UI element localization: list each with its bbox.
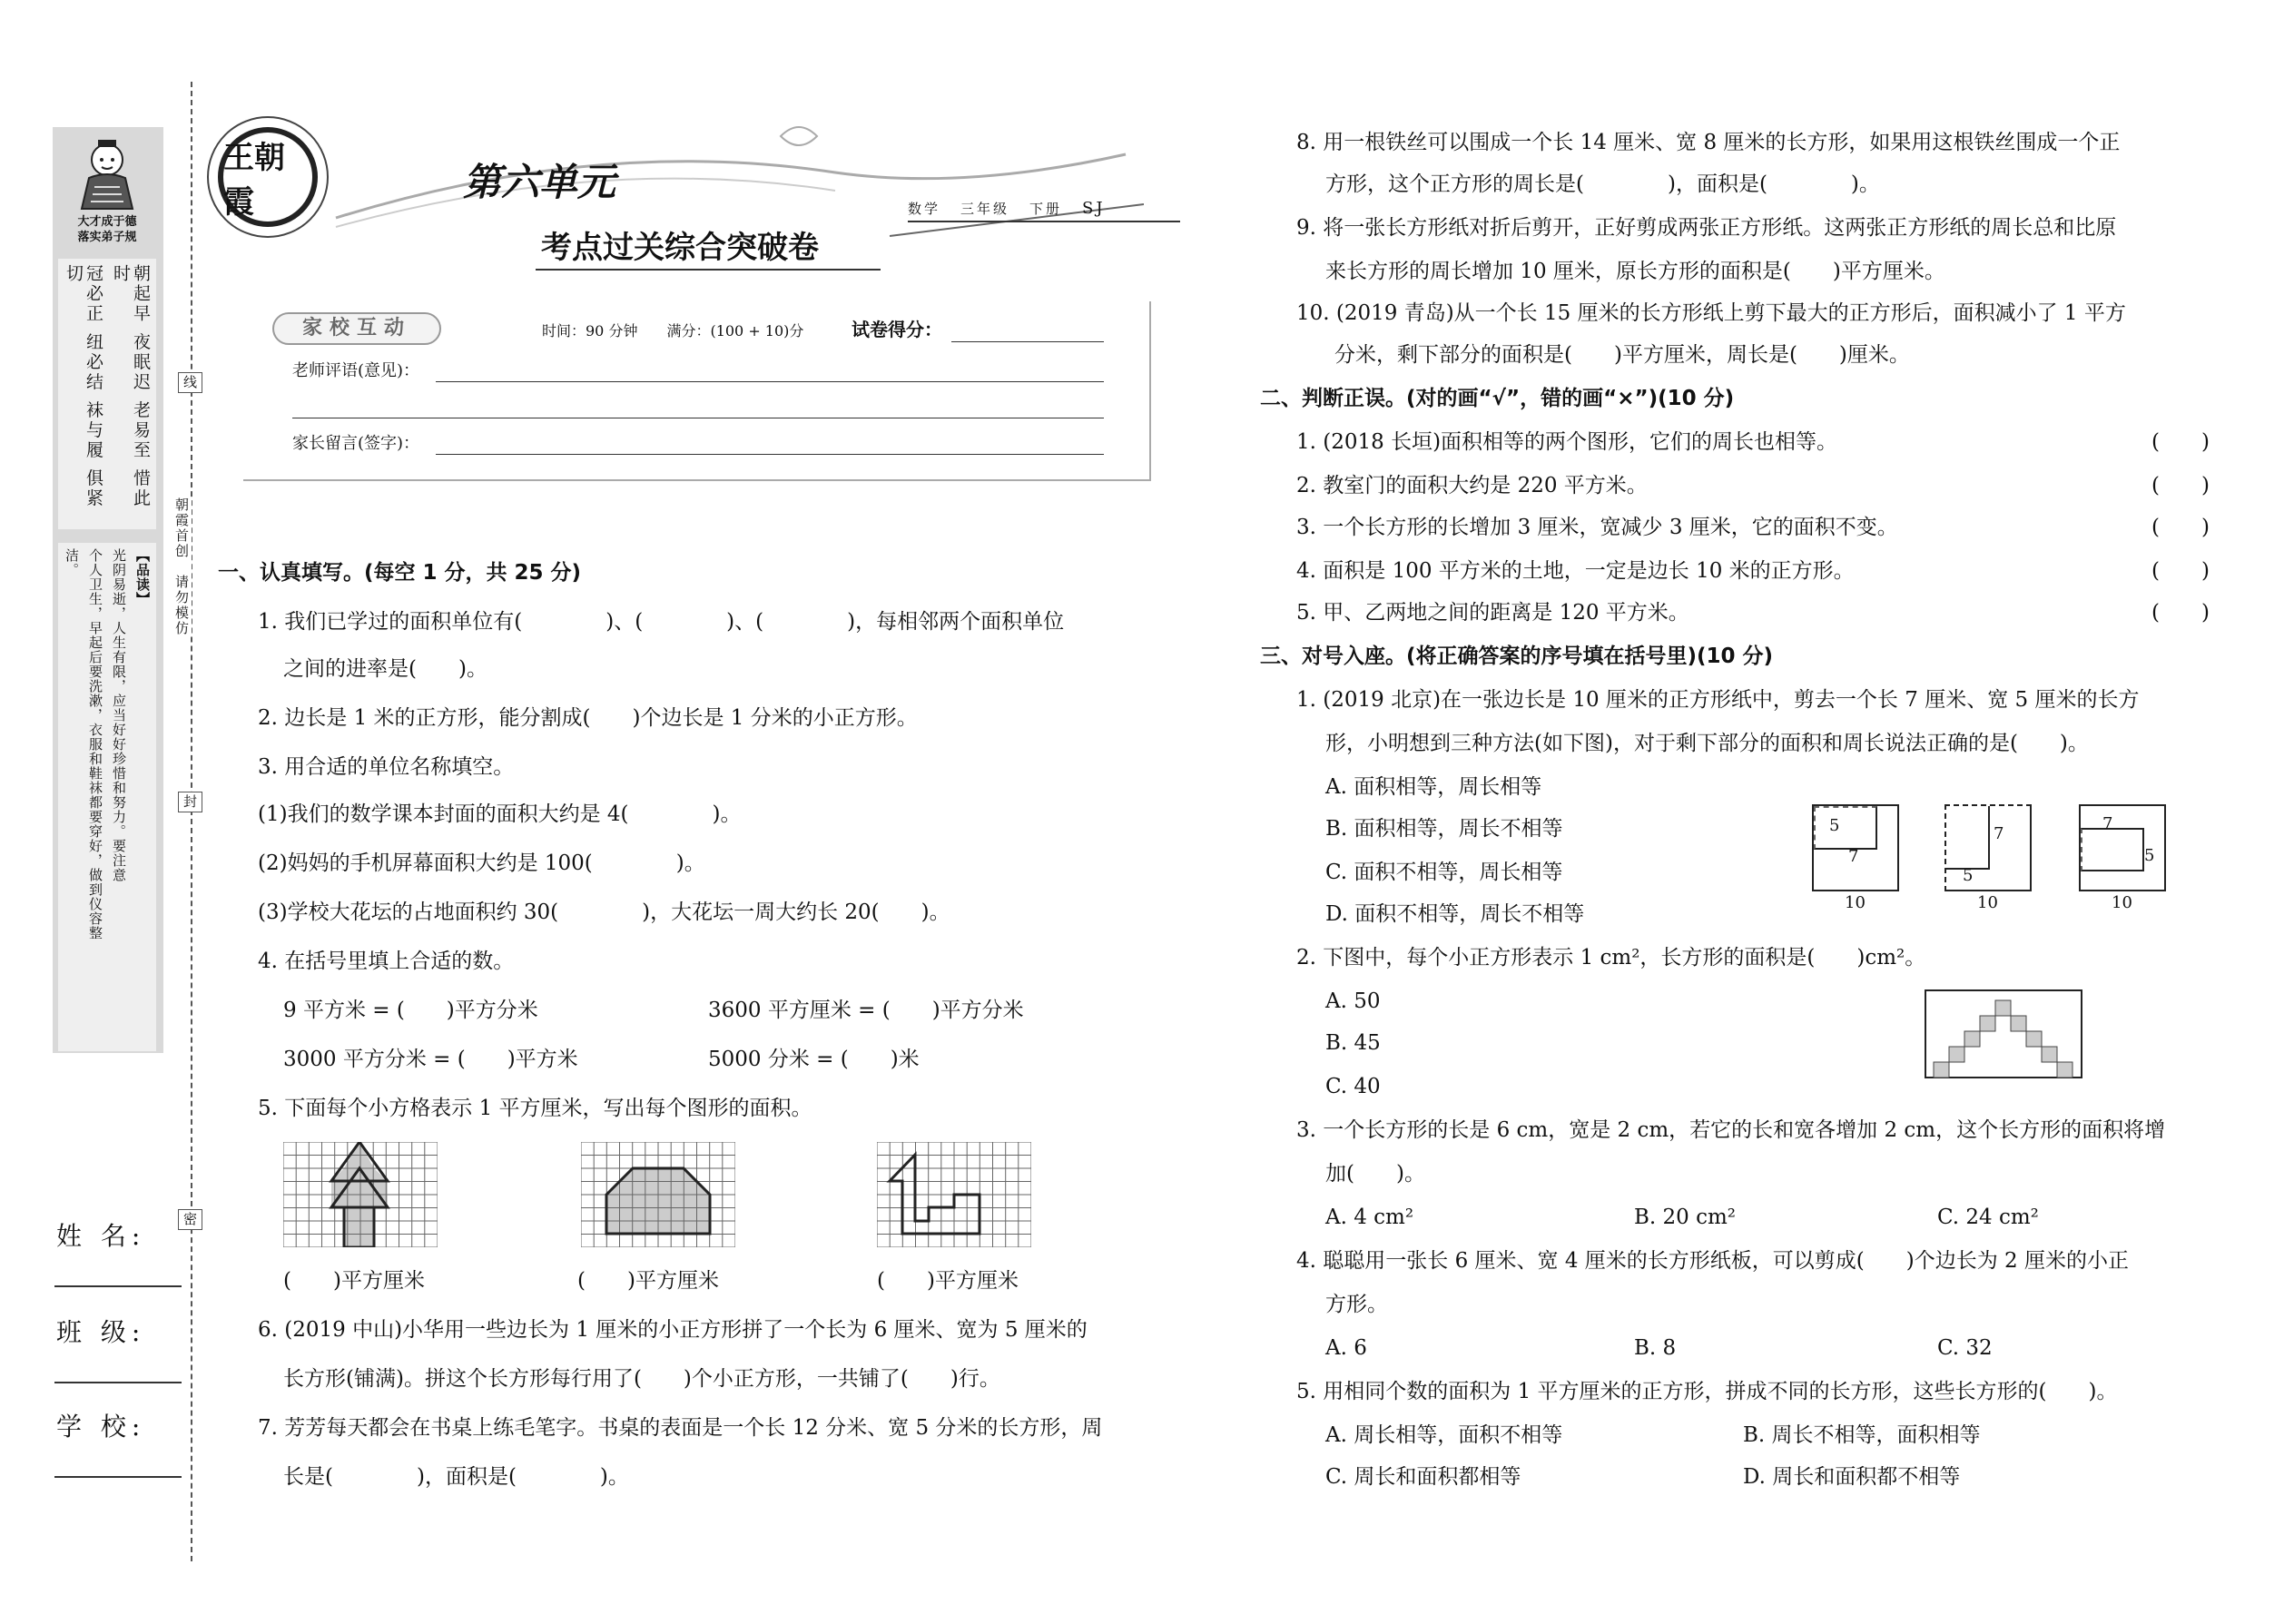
poem-column: 朝起早 夜眠迟 老易至 惜此时 [111,264,151,509]
q5-answer-3: ( )平方厘米 [877,1269,1019,1293]
subject-item: 数学 [908,200,941,217]
name-label: 姓 名: [56,1221,146,1251]
choice-q1-option-d[interactable]: D. 面积不相等，周长不相等 [1325,902,1585,926]
home-school-badge: 家校互动 [272,312,441,345]
grid-figure-house [581,1142,735,1251]
cut-out-rect [1946,806,1990,870]
exam-info: 时间：90 分钟 满分：(100 + 10)分 [542,322,804,340]
q7-line1: 7. 芳芳每天都会在书桌上练毛笔字。书桌的表面是一个长 12 分米、宽 5 分米的长方形，周 [258,1416,1103,1440]
reading-column: 个人卫生，早起后要洗漱，衣服和鞋袜都要穿好，做到仪容整 [87,548,103,940]
motto-line: 落实弟子规 [77,231,137,244]
judge-item-3: 3. 一个长方形的长增加 3 厘米，宽减少 3 厘米，它的面积不变。 [1296,516,1898,539]
choice-q2-option-b[interactable]: B. 45 [1325,1031,1381,1055]
judge-item-4: 4. 面积是 100 平方米的土地，一定是边长 10 米的正方形。 [1296,559,1855,583]
q3-part2: (2)妈妈的手机屏幕面积大约是 100( )。 [258,851,705,875]
choice-q4-option-b[interactable]: B. 8 [1634,1336,1677,1360]
fig1-label-10: 10 [1845,893,1866,912]
choice-q2-option-c[interactable]: C. 40 [1325,1075,1381,1098]
exam-subtitle: 考点过关综合突破卷 [541,230,819,266]
choice-q3-option-b[interactable]: B. 20 cm² [1634,1206,1737,1229]
judge-answer-3[interactable]: ( ) [2151,516,2210,539]
q8-line1: 8. 用一根铁丝可以围成一个长 14 厘米、宽 8 厘米的长方形，如果用这根铁丝围成一个正 [1296,131,2121,154]
q1-line1: 1. 我们已学过的面积单位有( )、( )、( )，每相邻两个面积单位 [258,610,1065,634]
side-note-xian: 线 [178,372,202,393]
subtitle-underline [536,269,881,271]
reading-column: 洁。 [64,548,80,577]
q10-line2: 分米，剩下部分的面积是( )平方厘米，周长是( )厘米。 [1334,343,1910,367]
judge-item-2: 2. 教室门的面积大约是 220 平方米。 [1296,474,1648,497]
choice-q4-line2: 方形。 [1325,1293,1388,1316]
fig3-label-10: 10 [2112,893,2132,912]
school-label: 学 校: [56,1412,146,1442]
q4-c: 3000 平方分米 = ( )平方米 [283,1048,578,1071]
subject-bar [908,195,1180,222]
subject-item: 下册 [1029,200,1063,217]
subject-item: SJ [1082,198,1106,218]
fig3-label-5: 5 [2144,846,2155,865]
choice-q3-line2: 加( )。 [1325,1162,1425,1186]
fig2-label-5: 5 [1963,866,1974,885]
subject-item: 三年级 [960,200,1010,217]
class-label: 班 级: [56,1317,146,1347]
poem-box [58,259,156,529]
choice-q3-line1: 3. 一个长方形的长是 6 cm，宽是 2 cm，若它的长和宽各增加 2 cm，这个长方形的面积将增 [1296,1118,2166,1142]
choice-q5-option-b[interactable]: B. 周长不相等，面积相等 [1743,1423,1981,1447]
score-label: 试卷得分： [852,319,942,340]
cut-figure-2 [1944,804,2032,891]
q4-a: 9 平方米 = ( )平方分米 [283,999,538,1022]
q4: 4. 在括号里填上合适的数。 [258,950,515,973]
q1-line2: 之间的进率是( )。 [283,657,487,681]
q5-answer-1: ( )平方厘米 [283,1269,425,1293]
q7-line2: 长是( )，面积是( )。 [283,1465,629,1489]
cut-out-rect [1814,806,1877,850]
judge-item-1: 1. (2018 长垣)面积相等的两个图形，它们的周长也相等。 [1296,430,1838,454]
unit-title: 第六单元 [463,160,616,204]
choice-q4-option-c[interactable]: C. 32 [1937,1336,1993,1360]
q9-line1: 9. 将一张长方形纸对折后剪开，正好剪成两张正方形纸。这两张正方形纸的周长总和比原 [1296,216,2117,240]
poem-column: 冠必正 纽必结 袜与履 俱紧切 [64,264,103,509]
reading-column: 光阴易逝，人生有限，应当好好珍惜和努力。要注意 [111,548,127,882]
motto-line: 大才成于德 [77,215,137,229]
teacher-comment-label: 老师评语(意见)： [292,361,420,380]
q4-b: 3600 平方厘米 = ( )平方分米 [708,999,1024,1022]
q3-part3: (3)学校大花坛的占地面积约 30( )，大花坛一周大约长 20( )。 [258,901,950,924]
q2: 2. 边长是 1 米的正方形，能分割成( )个边长是 1 分米的小正方形。 [258,706,918,730]
q3: 3. 用合适的单位名称填空。 [258,755,515,779]
choice-q1-option-b[interactable]: B. 面积相等，周长不相等 [1325,817,1563,841]
choice-q2-option-a[interactable]: A. 50 [1325,989,1381,1013]
choice-q1-line2: 形，小明想到三种方法(如下图)，对于剩下部分的面积和周长说法正确的是( )。 [1325,732,2089,755]
choice-q1-option-c[interactable]: C. 面积不相等，周长相等 [1325,861,1563,884]
q10-line1: 10. (2019 青岛)从一个长 15 厘米的长方形纸上剪下最大的正方形后，面积减小了 1 平方 [1296,301,2126,325]
fig1-label-5: 5 [1829,816,1840,835]
cut-line [191,82,192,1561]
name-field[interactable] [54,1285,182,1287]
grid-figure-chair [877,1142,1031,1251]
school-field[interactable] [54,1476,182,1478]
choice-q5-option-a[interactable]: A. 周长相等，面积不相等 [1325,1423,1563,1447]
q5: 5. 下面每个小方格表示 1 平方厘米，写出每个图形的面积。 [258,1097,812,1120]
judge-answer-5[interactable]: ( ) [2151,601,2210,625]
parent-comment-label: 家长留言(签字)： [292,434,420,453]
choice-q5: 5. 用相同个数的面积为 1 平方厘米的正方形，拼成不同的长方形，这些长方形的( )。 [1296,1380,2118,1403]
grid-figure-tree [283,1142,438,1251]
side-note-mi: 密 [178,1209,202,1230]
fig2-label-7: 7 [1994,824,2004,843]
choice-q5-option-d[interactable]: D. 周长和面积都不相等 [1743,1465,1961,1489]
q3-part1: (1)我们的数学课本封面的面积大约是 4( )。 [258,802,742,826]
mascot-icon [71,136,143,211]
section2-title: 二、判断正误。(对的画“√”，错的画“×”)(10 分) [1260,387,1735,410]
judge-answer-4[interactable]: ( ) [2151,559,2210,583]
section3-title: 三、对号入座。(将正确答案的序号填在括号里)(10 分) [1260,645,1774,668]
judge-item-5: 5. 甲、乙两地之间的距离是 120 平方米。 [1296,601,1689,625]
q8-line2: 方形，这个正方形的周长是( )，面积是( )。 [1325,172,1880,196]
side-note-copyright: 朝霞首创 请勿模仿 [173,497,190,636]
q6-line1: 6. (2019 中山)小华用一些边长为 1 厘米的小正方形拼了一个长为 6 厘米、宽为 5 厘米的 [258,1318,1088,1342]
judge-answer-1[interactable]: ( ) [2151,430,2210,454]
header-frame [243,301,1151,481]
class-field[interactable] [54,1382,182,1383]
q9-line2: 来长方形的周长增加 10 厘米，原长方形的面积是( )平方厘米。 [1325,260,1945,283]
choice-q1-option-a[interactable]: A. 面积相等，周长相等 [1325,775,1542,799]
choice-q1-line1: 1. (2019 北京)在一张边长是 10 厘米的正方形纸中，剪去一个长 7 厘米、宽 5 厘米的长方 [1296,688,2140,712]
choice-q4-option-a[interactable]: A. 6 [1325,1336,1367,1360]
motto-top [56,214,158,245]
brand-logo: 王朝霞 [218,127,318,227]
fig2-label-10: 10 [1977,893,1998,912]
reading-box [58,543,156,1051]
fig3-label-7: 7 [2102,814,2113,833]
q4-d: 5000 分米 = ( )米 [708,1048,920,1071]
side-note-feng: 封 [178,792,202,812]
choice-q3-option-a[interactable]: A. 4 cm² [1325,1206,1414,1229]
choice-q3-option-c[interactable]: C. 24 cm² [1937,1206,2039,1229]
judge-answer-2[interactable]: ( ) [2151,474,2210,497]
choice-q2: 2. 下图中，每个小正方形表示 1 cm²，长方形的面积是( )cm²。 [1296,946,1926,969]
q5-answer-2: ( )平方厘米 [577,1269,719,1293]
section1-title: 一、认真填写。(每空 1 分，共 25 分) [218,561,582,585]
fig1-label-7: 7 [1848,847,1859,866]
choice-q4-line1: 4. 聪聪用一张长 6 厘米、宽 4 厘米的长方形纸板，可以剪成( )个边长为 2 厘米的小正 [1296,1249,2129,1273]
staircase-figure [1925,989,2082,1082]
choice-q5-option-c[interactable]: C. 周长和面积都相等 [1325,1465,1521,1489]
q6-line2: 长方形(铺满)。拼这个长方形每行用了( )个小正方形，一共铺了( )行。 [283,1367,1000,1391]
reading-label: 【品读】 [134,548,151,606]
